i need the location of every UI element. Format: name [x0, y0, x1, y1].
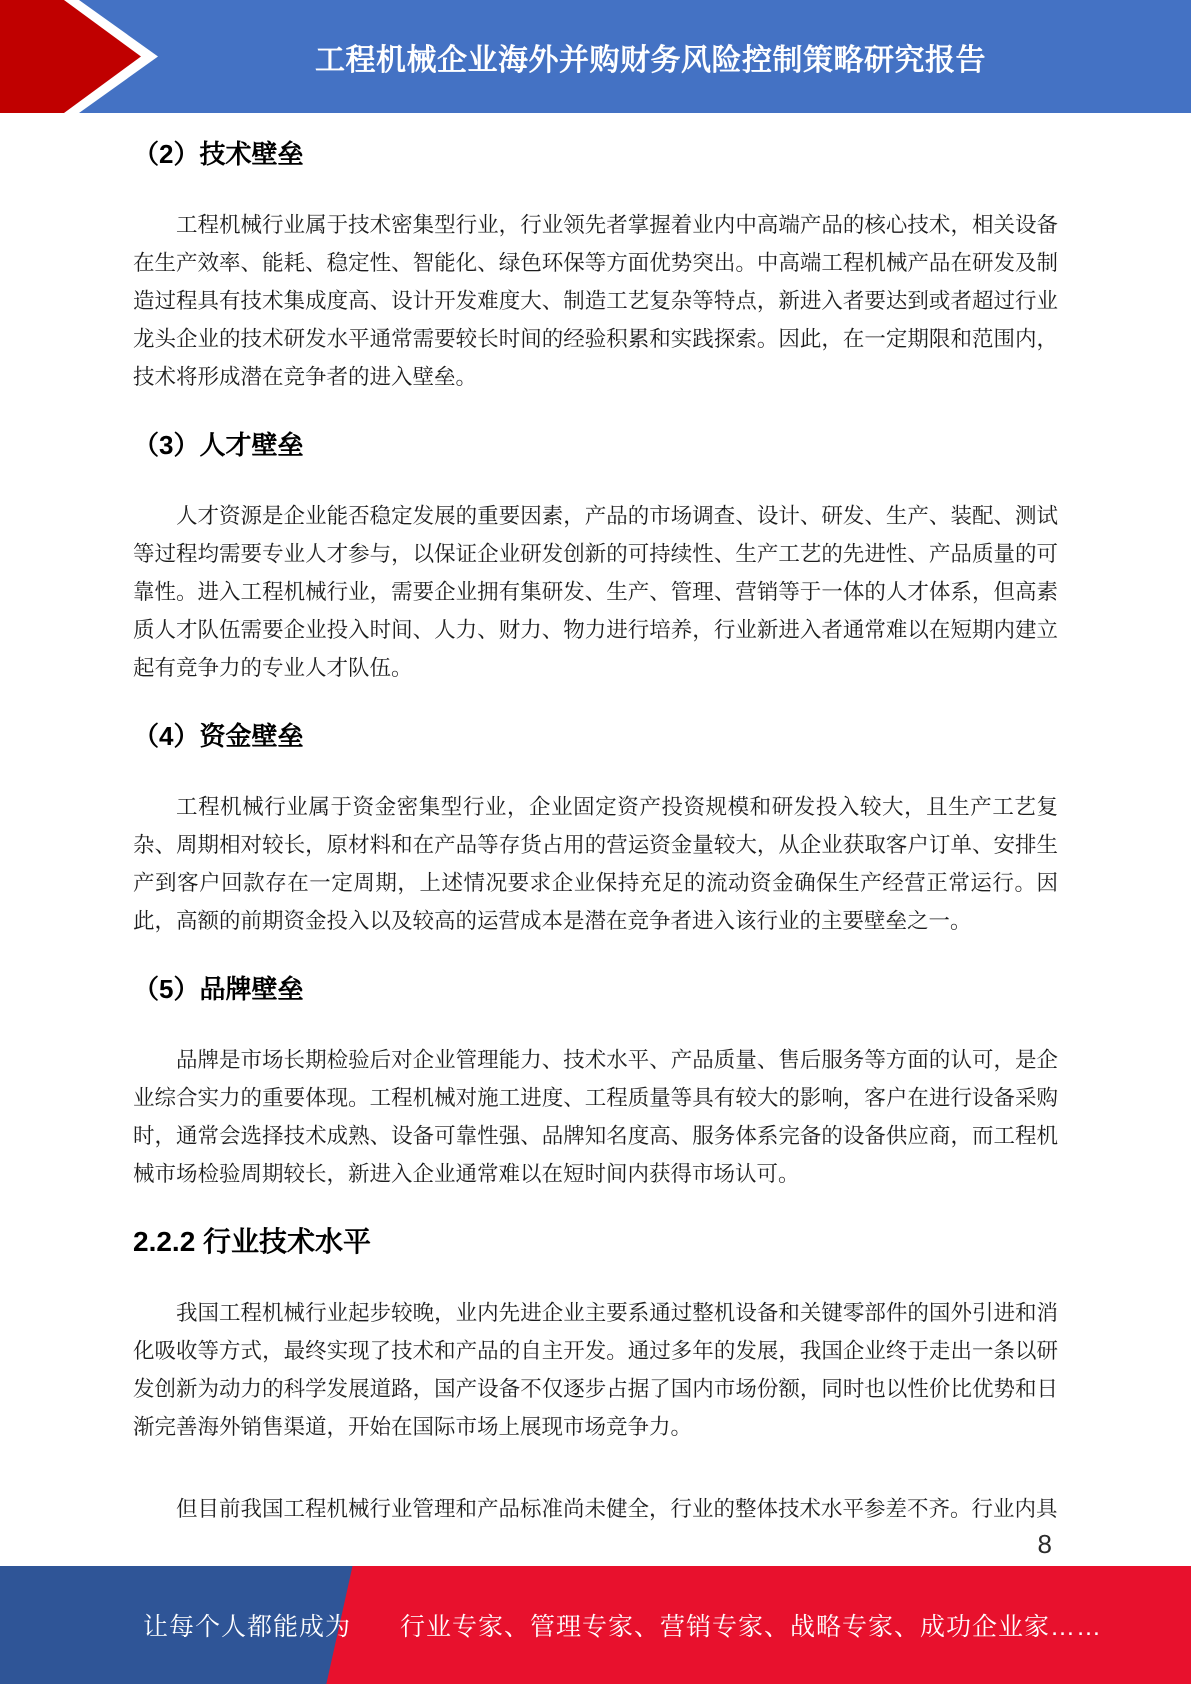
page-content — [0, 113, 1191, 1560]
section-technology-barrier — [133, 138, 1058, 396]
section-capital-barrier — [133, 720, 1058, 940]
section-heading: 2.2.2 行业技术水平 — [133, 1226, 372, 1257]
section-industry-technology-level — [133, 1226, 1058, 1528]
footer-slogan-right: 行业专家、管理专家、营销专家、战略专家、成功企业家…… — [400, 1613, 1103, 1641]
section-talent-barrier — [133, 429, 1058, 687]
section-brand-barrier — [133, 973, 1058, 1193]
header-banner — [0, 0, 1191, 113]
section-heading: （2）技术壁垒 — [133, 139, 304, 169]
paragraph: 人才资源是企业能否稳定发展的重要因素，产品的市场调查、设计、研发、生产、装配、测试等过程均需要专业人才参与，以保证企业研发创新的可持续性、生产工艺的先进性、产品质量的可靠性。进入工程机械行业，需要企业拥有集研发、生产、管理、营销等于一体的人才体系，但高素质人才队伍需要企业投入时间、人力、财力、物力进行培养，行业新进入者通常难以在短期内建立起有竞争力的专业人才队伍。 — [133, 504, 1058, 680]
page-footer — [0, 1566, 1191, 1684]
report-title: 工程机械企业海外并购财务风险控制策略研究报告 — [315, 43, 986, 77]
section-heading: （4）资金壁垒 — [133, 721, 304, 751]
paragraph: 我国工程机械行业起步较晚，业内先进企业主要系通过整机设备和关键零部件的国外引进和消化吸收等方式，最终实现了技术和产品的自主开发。通过多年的发展，我国企业终于走出一条以研发创新为动力的科学发展道路，国产设备不仅逐步占据了国内市场份额，同时也以性价比优势和日渐完善海外销售渠道，开始在国际市场上展现市场竞争力。 — [133, 1301, 1058, 1439]
arrow-icon — [0, 0, 170, 113]
paragraph: 品牌是市场长期检验后对企业管理能力、技术水平、产品质量、售后服务等方面的认可，是企业综合实力的重要体现。工程机械对施工进度、工程质量等具有较大的影响，客户在进行设备采购时，通常会选择技术成熟、设备可靠性强、品牌知名度高、服务体系完备的设备供应商，而工程机械市场检验周期较长，新进入企业通常难以在短时间内获得市场认可。 — [133, 1048, 1058, 1186]
section-heading: （3）人才壁垒 — [133, 430, 304, 460]
section-heading: （5）品牌壁垒 — [133, 974, 304, 1004]
paragraph: 工程机械行业属于技术密集型行业，行业领先者掌握着业内中高端产品的核心技术，相关设备在生产效率、能耗、稳定性、智能化、绿色环保等方面优势突出。中高端工程机械产品在研发及制造过程具有技术集成度高、设计开发难度大、制造工艺复杂等特点，新进入者要达到或者超过行业龙头企业的技术研发水平通常需要较长时间的经验积累和实践探索。因此，在一定期限和范围内，技术将形成潜在竞争者的进入壁垒。 — [133, 213, 1058, 389]
page-number: 8 — [1037, 1529, 1052, 1559]
paragraph: 但目前我国工程机械行业管理和产品标准尚未健全，行业的整体技术水平参差不齐。行业内具 — [176, 1497, 1058, 1521]
paragraph: 工程机械行业属于资金密集型行业，企业固定资产投资规模和研发投入较大，且生产工艺复杂、周期相对较长，原材料和在产品等存货占用的营运资金量较大，从企业获取客户订单、安排生产到客户回款存在一定周期，上述情况要求企业保持充足的流动资金确保生产经营正常运行。因此，高额的前期资金投入以及较高的运营成本是潜在竞争者进入该行业的主要壁垒之一。 — [133, 795, 1058, 933]
footer-slogan-left: 让每个人都能成为 — [142, 1613, 351, 1641]
